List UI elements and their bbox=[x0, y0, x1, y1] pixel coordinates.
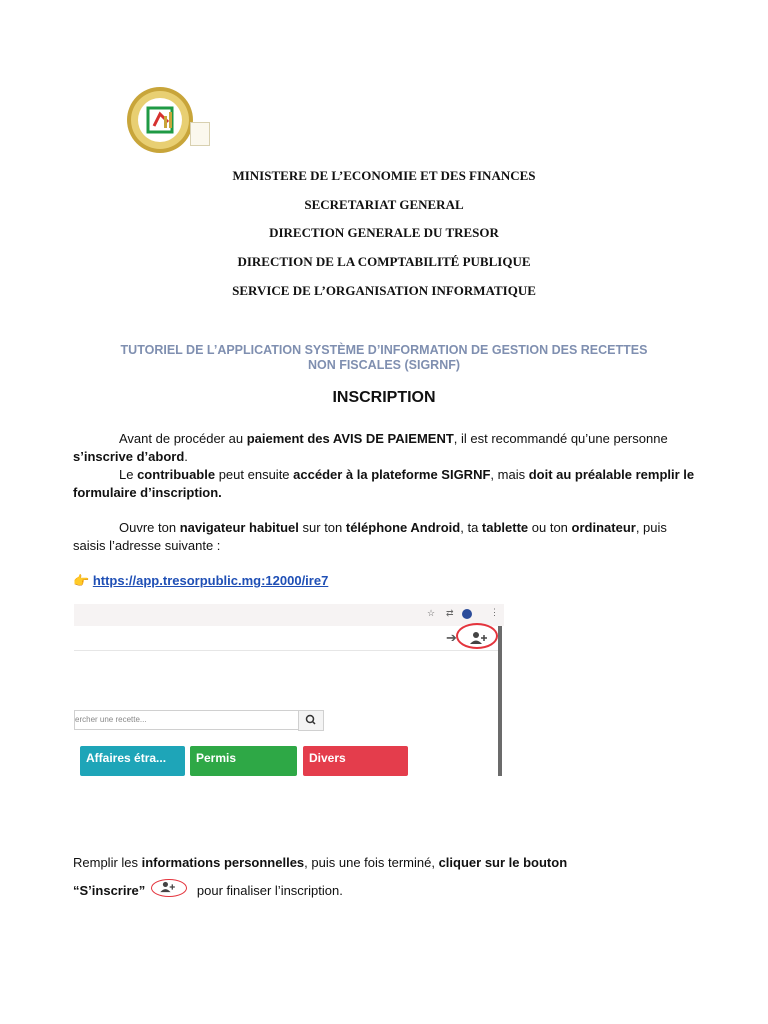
search-button[interactable] bbox=[298, 710, 324, 731]
register-button-illustration bbox=[151, 879, 187, 897]
card-affaires[interactable]: Affaires étra... bbox=[80, 746, 185, 776]
page-title: INSCRIPTION bbox=[332, 389, 436, 406]
highlight-circle bbox=[456, 623, 498, 649]
subtitle-line-1: TUTORIEL DE L’APPLICATION SYSTÈME D’INFORMATION DE GESTION DES RECETTES bbox=[120, 343, 648, 357]
url-line bbox=[73, 572, 698, 590]
tutorial-subtitle bbox=[60, 343, 708, 373]
header-ministry: MINISTERE DE L’ECONOMIE ET DES FINANCES bbox=[232, 168, 536, 183]
search-icon bbox=[299, 711, 323, 730]
subtitle-line-2: NON FISCALES (SIGRNF) bbox=[307, 358, 461, 372]
login-icon[interactable]: ➔ bbox=[446, 630, 457, 645]
app-url-link[interactable]: https://app.tresorpublic.mg:12000/ire7 bbox=[92, 573, 329, 588]
extension-icon: ⇄ bbox=[446, 608, 454, 618]
profile-icon bbox=[462, 609, 472, 619]
ministry-logo bbox=[124, 86, 196, 154]
browser-toolbar bbox=[74, 604, 504, 626]
menu-icon: ⋮ bbox=[490, 607, 499, 617]
add-user-icon bbox=[160, 881, 176, 893]
browser-paragraph: Ouvre ton navigateur habituel sur ton téléphone Android, ta tablette ou ton ordinateur, puis saisis l’adresse suivante : bbox=[73, 520, 667, 553]
search-input[interactable]: ercher une recette... bbox=[74, 710, 323, 730]
card-permis[interactable]: Permis bbox=[190, 746, 297, 776]
header-direction-tresor: DIRECTION GENERALE DU TRESOR bbox=[269, 225, 499, 240]
register-paragraph: Remplir les informations personnelles, puis une fois terminé, cliquer sur le bouton “S’inscrire” pour finaliser l’inscription. bbox=[73, 855, 568, 898]
header-secretariat: SECRETARIAT GENERAL bbox=[304, 197, 464, 212]
card-divers[interactable]: Divers bbox=[303, 746, 408, 776]
app-header bbox=[74, 626, 500, 651]
intro-paragraph: Avant de procéder au paiement des AVIS DE PAIEMENT, il est recommandé qu’une personne s’inscrive d’abord. Le contribuable peut ensuite accéder à la plateforme SIGRNF, mais doit au préalable remplir le formulaire d’inscription. bbox=[73, 431, 695, 500]
logo-badge bbox=[190, 122, 210, 146]
header-direction-comptabilite: DIRECTION DE LA COMPTABILITÉ PUBLIQUE bbox=[237, 254, 531, 269]
header-service: SERVICE DE L’ORGANISATION INFORMATIQUE bbox=[232, 283, 536, 298]
scrollbar[interactable] bbox=[498, 626, 502, 776]
pointing-hand-icon: 👉 bbox=[73, 573, 90, 588]
star-icon: ☆ bbox=[427, 608, 436, 618]
app-screenshot bbox=[74, 604, 504, 776]
